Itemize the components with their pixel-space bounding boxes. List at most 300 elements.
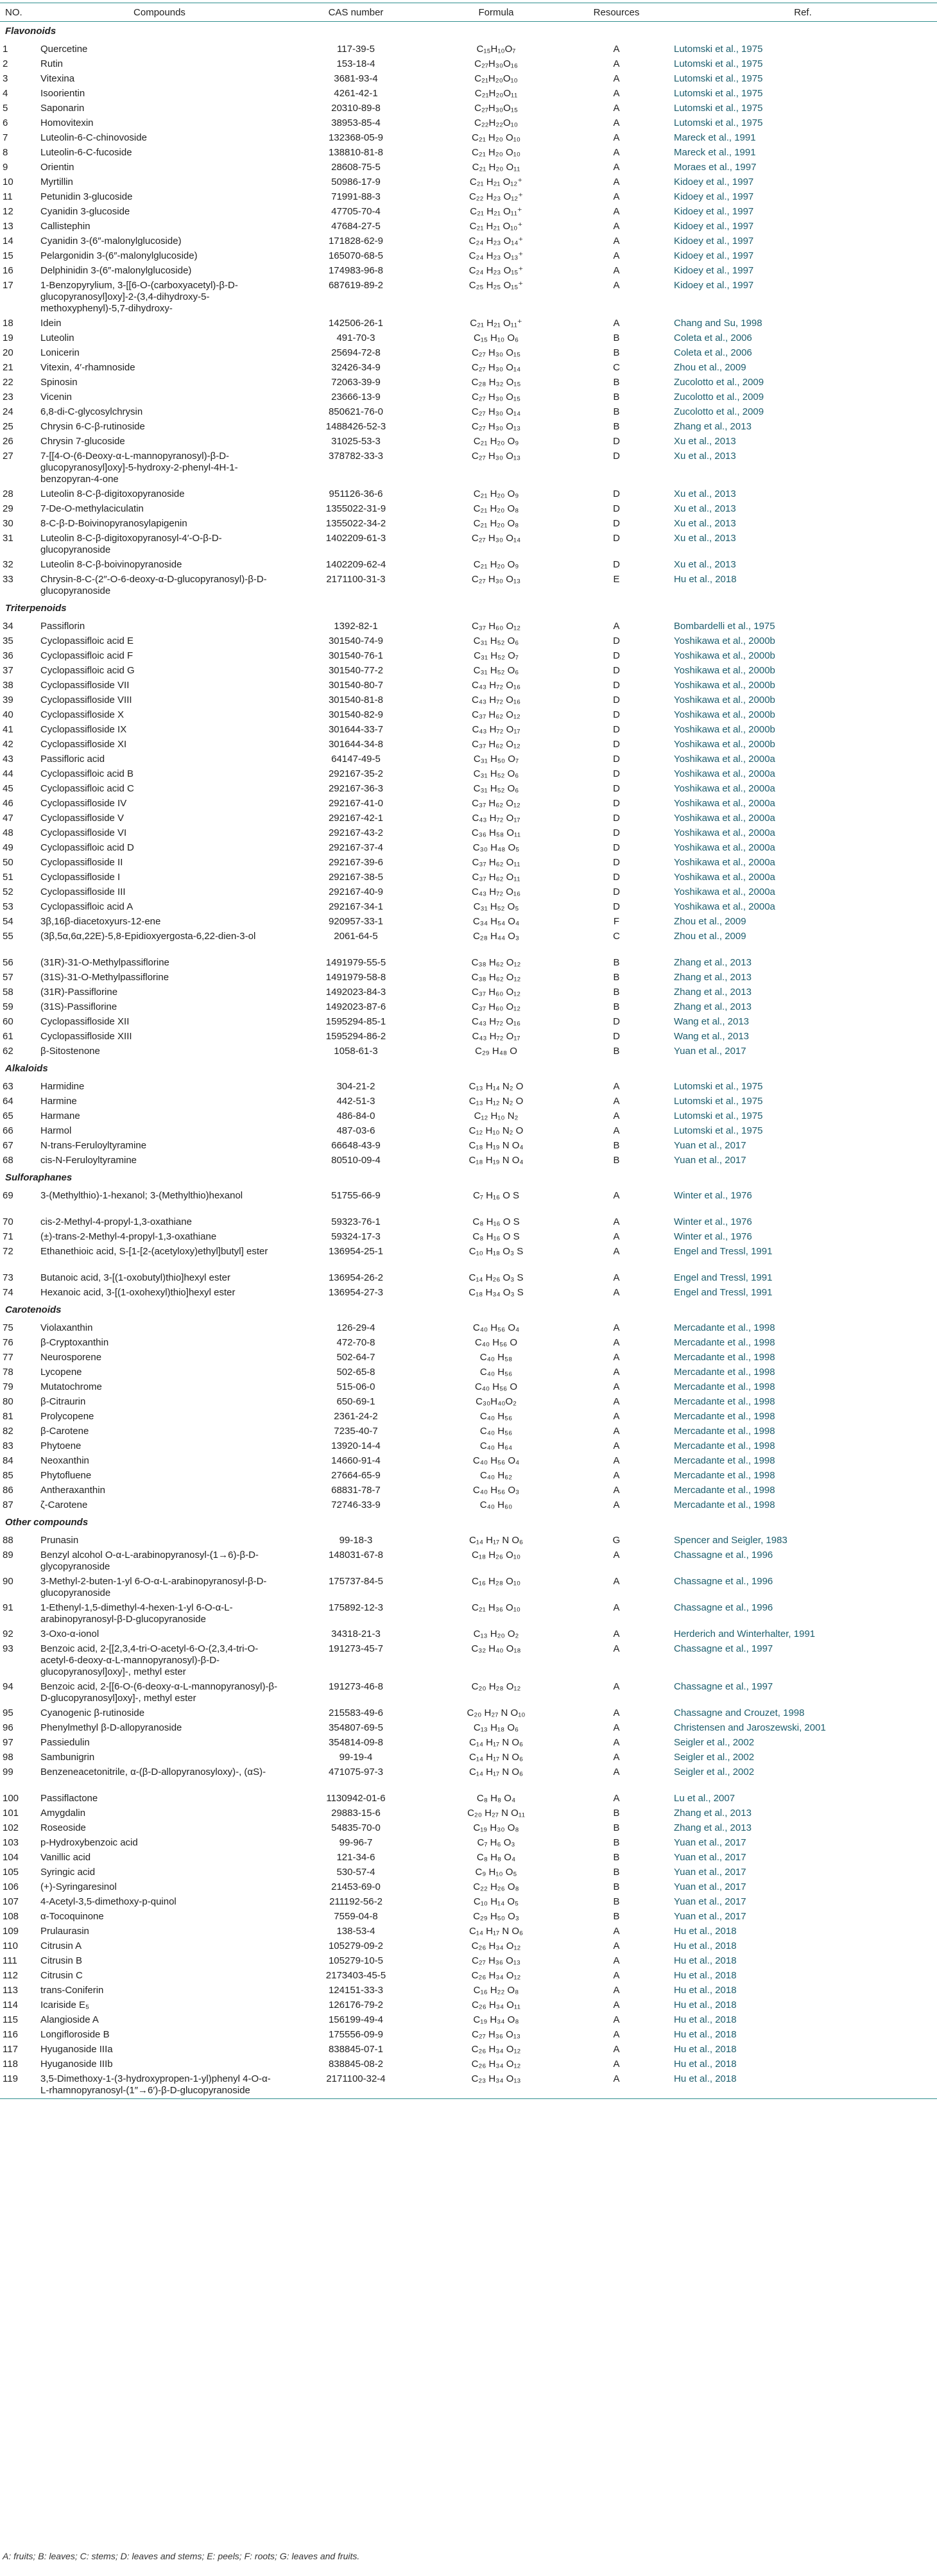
row-number: 79: [3, 1381, 13, 1392]
compound-name: Benzeneacetonitrile, α-(β-D-allopyranosyloxy)-, (αS)-: [40, 1767, 266, 1777]
row-number: 53: [3, 901, 13, 912]
formula: C₂₆ H₃₄ O₁₂: [471, 1941, 521, 1951]
formula: C₁₃ H₂₀ O₂: [473, 1629, 519, 1639]
table-row: [0, 2043, 937, 2057]
row-number: 10: [3, 177, 13, 187]
cas-number: 486-84-0: [336, 1111, 375, 1121]
formula: C₂₁ H₂₀ O₉: [473, 488, 519, 499]
reference: Zhang et al., 2013: [674, 421, 752, 432]
cas-number: 215583-49-6: [328, 1707, 384, 1718]
cas-number: 21453-69-0: [331, 1881, 381, 1892]
row-number: 12: [3, 206, 13, 217]
formula: C₂₉ H₄₈ O: [475, 1046, 517, 1057]
formula: C₄₀ H₅₆: [479, 1367, 513, 1378]
table-row: [0, 1286, 937, 1301]
resource: D: [613, 813, 620, 824]
reference: Yoshikawa et al., 2000b: [674, 665, 775, 676]
reference: Yoshikawa et al., 2000a: [674, 901, 775, 912]
row-number: 97: [3, 1737, 13, 1748]
reference: Yoshikawa et al., 2000a: [674, 827, 775, 838]
row-number: 22: [3, 377, 13, 388]
reference: Lutomski et al., 1975: [674, 117, 763, 128]
row-number: 83: [3, 1440, 13, 1451]
compound-name: Cyclopassifloside IX: [40, 724, 127, 735]
reference: Zhang et al., 2013: [674, 957, 752, 968]
table-row: [0, 1454, 937, 1469]
cas-number: 136954-27-3: [328, 1287, 384, 1298]
resource: A: [613, 1367, 620, 1378]
reference: Chassagne et al., 1996: [674, 1602, 773, 1613]
resource: A: [613, 1470, 620, 1481]
table-row: [0, 346, 937, 361]
resource: A: [613, 1970, 620, 1981]
formula: C₄₃ H₇₂ O₁₇: [472, 813, 520, 824]
resource: A: [613, 1125, 620, 1136]
formula: C₄₃ H₇₂ O₁₆: [472, 680, 520, 691]
table-row: [0, 1736, 937, 1750]
formula: C₂₄ H₂₃ O₁₃⁺: [468, 250, 524, 261]
resource: D: [613, 872, 620, 883]
table-row: [0, 811, 937, 826]
resource: D: [613, 559, 620, 570]
category-row: [0, 22, 937, 43]
formula: C₂₁ H₂₀ O₈: [473, 518, 519, 529]
cas-number: 31025-53-3: [331, 436, 381, 447]
compound-name: (+)-Syringaresinol: [40, 1881, 117, 1892]
cas-number: 136954-25-1: [328, 1246, 384, 1257]
table-row: [0, 420, 937, 435]
compound-name: Mutatochrome: [40, 1381, 102, 1392]
compound-name: Cyclopassifloside X: [40, 709, 125, 720]
compound-name: Ethanethioic acid, S-[1-[2-(acetyloxy)ethyl]butyl] ester: [40, 1246, 268, 1257]
row-number: 17: [3, 280, 13, 291]
row-number: 24: [3, 406, 13, 417]
resource: A: [613, 1602, 620, 1613]
resource: B: [613, 987, 620, 998]
formula: C₂₁ H₂₀ O₁₀: [472, 147, 520, 158]
cas-number: 301540-76-1: [328, 650, 384, 661]
formula: C₃₂ H₄₀ O₁₈: [471, 1643, 521, 1654]
table-row: [0, 634, 937, 649]
row-number: 35: [3, 635, 13, 646]
table-row: [0, 1627, 937, 1642]
cas-number: 2061-64-5: [334, 931, 378, 942]
resource: D: [613, 680, 620, 691]
resource: A: [613, 132, 620, 143]
resource: A: [613, 1396, 620, 1407]
resource: B: [613, 347, 620, 358]
formula: C₃₈ H₆₂ O₁₂: [471, 972, 521, 983]
compound-name: Isoorientin: [40, 88, 85, 99]
compound-name: 8-C-β-D-Boivinopyranosylapigenin: [40, 518, 187, 529]
cas-number: 687619-89-2: [328, 280, 384, 291]
formula: C₂₁ H₂₀ O₉: [473, 559, 519, 570]
reference: Mercadante et al., 1998: [674, 1426, 775, 1437]
table-row: [0, 1044, 937, 1059]
table-row: [0, 985, 937, 1000]
table-row: [0, 1680, 937, 1706]
row-number: 92: [3, 1629, 13, 1639]
cas-number: 174983-96-8: [328, 265, 384, 276]
formula: C₂₈ H₄₄ O₃: [472, 931, 520, 942]
compound-name: 3-Methyl-2-buten-1-yl 6-O-α-L-arabinopyranosyl-β-D-glucopyranoside: [40, 1576, 267, 1598]
reference: Winter et al., 1976: [674, 1231, 752, 1242]
header-formula: Formula: [428, 3, 564, 22]
formula: C₂₀ H₂₈ O₁₂: [471, 1681, 521, 1692]
formula: C₃₆ H₅₈ O₁₁: [471, 827, 521, 838]
resource: F: [613, 916, 620, 927]
table-row: [0, 1439, 937, 1454]
row-number: 14: [3, 236, 13, 246]
formula: C₁₅H₁₀O₇: [476, 44, 516, 55]
reference: Yoshikawa et al., 2000a: [674, 768, 775, 779]
table-row: [0, 57, 937, 72]
reference: Yoshikawa et al., 2000b: [674, 695, 775, 705]
row-number: 113: [3, 1985, 18, 1996]
compound-name: Callistephin: [40, 221, 90, 232]
cas-number: 1595294-85-1: [325, 1016, 386, 1027]
compound-name: cis-2-Methyl-4-propyl-1,3-oxathiane: [40, 1216, 192, 1227]
resource: B: [613, 1852, 620, 1863]
resource: A: [613, 2014, 620, 2025]
cas-number: 32426-34-9: [331, 362, 381, 373]
compound-name: Violaxanthin: [40, 1322, 93, 1333]
compound-name: Hyuganoside IIIb: [40, 2059, 113, 2070]
compound-name: Phenylmethyl β-D-allopyranoside: [40, 1722, 182, 1733]
reference: Wang et al., 2013: [674, 1031, 750, 1042]
compound-name: Roseoside: [40, 1822, 86, 1833]
row-number: 95: [3, 1707, 13, 1718]
reference: Chassagne et al., 1996: [674, 1576, 773, 1587]
row-number: 30: [3, 518, 13, 529]
row-number: 50: [3, 857, 13, 868]
cas-number: 148031-67-8: [328, 1550, 384, 1560]
reference: Hu et al., 2018: [674, 1970, 737, 1981]
resource: B: [613, 333, 620, 343]
reference: Yuan et al., 2017: [674, 1911, 746, 1922]
resource: D: [613, 739, 620, 750]
table-row: [0, 205, 937, 220]
header-resources: Resources: [564, 3, 669, 22]
compound-name: (31R)-Passiflorine: [40, 987, 118, 998]
reference: Chassagne and Crouzet, 1998: [674, 1707, 805, 1718]
compound-name: 7-[[4-O-(6-Deoxy-α-L-mannopyranosyl)-β-D-glucopyranosyl]oxy]-5-hydroxy-2-phenyl-4H-1-benzopyran-4-one: [40, 451, 238, 485]
reference: Yoshikawa et al., 2000a: [674, 798, 775, 809]
reference: Yoshikawa et al., 2000b: [674, 650, 775, 661]
reference: Zhang et al., 2013: [674, 972, 752, 983]
reference: Chang and Su, 1998: [674, 318, 762, 329]
resource: A: [613, 1485, 620, 1496]
row-number: 21: [3, 362, 13, 373]
resource: D: [613, 842, 620, 853]
reference: Mercadante et al., 1998: [674, 1470, 775, 1481]
table-row: [0, 2013, 937, 2028]
resource: D: [613, 857, 620, 868]
reference: Mercadante et al., 1998: [674, 1352, 775, 1363]
compound-name: (31S)-31-O-Methylpassiflorine: [40, 972, 169, 983]
compound-name: Passiedulin: [40, 1737, 90, 1748]
compound-name: Phytoene: [40, 1440, 82, 1451]
cas-number: 301540-82-9: [328, 709, 384, 720]
row-number: 62: [3, 1046, 13, 1057]
reference: Xu et al., 2013: [674, 559, 736, 570]
table-row: [0, 435, 937, 449]
table-row: [0, 1750, 937, 1765]
resource: A: [613, 1352, 620, 1363]
formula: C₄₃ H₇₂ O₁₇: [472, 724, 520, 735]
table-row: [0, 797, 937, 811]
compound-name: 1-Benzopyrylium, 3-[[6-O-(carboxyacetyl)-β-D-glucopyranosyl]oxy]-2-(3,4-dihydroxy-5-methoxyphenyl)-5,7-dihydroxy-: [40, 280, 238, 314]
row-number: 2: [3, 58, 8, 69]
row-number: 99: [3, 1767, 13, 1777]
table-row: [0, 573, 937, 599]
cas-number: 1402209-62-4: [325, 559, 386, 570]
header-ref: Ref.: [669, 3, 937, 22]
formula: C₁₂ H₁₀ N₂ O: [468, 1125, 524, 1136]
resource: B: [613, 1822, 620, 1833]
table-row: [0, 1109, 937, 1124]
cas-number: 292167-43-2: [328, 827, 384, 838]
formula: C₂₂ H₂₃ O₁₂⁺: [468, 191, 524, 202]
row-number: 68: [3, 1155, 13, 1166]
resource: A: [613, 206, 620, 217]
formula: C₁₈ H₁₉ N O₄: [468, 1140, 524, 1151]
cas-number: 34318-21-3: [331, 1629, 381, 1639]
compound-name: Passiflactone: [40, 1793, 98, 1804]
reference: Winter et al., 1976: [674, 1190, 752, 1201]
cas-number: 301540-81-8: [328, 695, 384, 705]
cas-number: 301540-74-9: [328, 635, 384, 646]
table-row: [0, 1189, 937, 1215]
compound-name: Syringic acid: [40, 1867, 96, 1878]
formula: C₁₃ H₁₈ O₆: [473, 1722, 519, 1733]
formula: C₃₈ H₆₂ O₁₂: [471, 957, 521, 968]
cas-number: 515-06-0: [336, 1381, 375, 1392]
cas-number: 442-51-3: [336, 1096, 375, 1107]
resource: B: [613, 1881, 620, 1892]
resource: A: [613, 318, 620, 329]
compound-name: Homovitexin: [40, 117, 94, 128]
resource: A: [613, 236, 620, 246]
compound-name: Cyanogenic β-rutinoside: [40, 1707, 145, 1718]
resource: D: [613, 901, 620, 912]
formula: C₂₁ H₃₆ O₁₀: [472, 1602, 520, 1613]
reference: Moraes et al., 1997: [674, 162, 757, 173]
formula: C₄₃ H₇₂ O₁₇: [472, 1031, 520, 1042]
formula: C₁₄ H₁₇ N O₆: [468, 1535, 524, 1546]
resource: D: [613, 724, 620, 735]
category-row: [0, 1301, 937, 1321]
resource: C: [613, 931, 620, 942]
formula: C₁₃ H₁₄ N₂ O: [468, 1081, 524, 1092]
row-number: 19: [3, 333, 13, 343]
formula: C₄₀ H₅₆ O: [474, 1381, 518, 1392]
cas-number: 13920-14-4: [331, 1440, 381, 1451]
compound-name: Luteolin 8-C-β-boivinopyranoside: [40, 559, 182, 570]
table-row: [0, 723, 937, 738]
resource: B: [613, 392, 620, 402]
cas-number: 1595294-86-2: [325, 1031, 386, 1042]
row-number: 72: [3, 1246, 13, 1257]
table-row: [0, 826, 937, 841]
formula: C₁₆ H₂₈ O₁₀: [471, 1576, 521, 1587]
formula: C₂₁H₂₀O₁₀: [474, 73, 518, 84]
row-number: 108: [3, 1911, 19, 1922]
row-number: 100: [3, 1793, 19, 1804]
compound-name: Citrusin C: [40, 1970, 83, 1981]
compound-name: Prunasin: [40, 1535, 79, 1546]
compound-name: (31R)-31-O-Methylpassiflorine: [40, 957, 169, 968]
formula: C₂₁ H₂₁ O₁₂⁺: [469, 177, 523, 187]
resource: A: [613, 1440, 620, 1451]
compound-name: Lycopene: [40, 1367, 82, 1378]
table-row: [0, 264, 937, 279]
cas-number: 1491979-58-8: [325, 972, 386, 983]
row-number: 87: [3, 1500, 13, 1510]
resource: A: [613, 1246, 620, 1257]
compound-name: Cyclopassifloside VIII: [40, 695, 132, 705]
resource: A: [613, 1081, 620, 1092]
row-number: 82: [3, 1426, 13, 1437]
cas-number: 121-34-6: [336, 1852, 375, 1863]
reference: Bombardelli et al., 1975: [674, 621, 775, 632]
category-title: Triterpenoids: [5, 603, 67, 614]
cas-number: 292167-36-3: [328, 783, 384, 794]
compound-name: Hexanoic acid, 3-[(1-oxohexyl)thio]hexyl ester: [40, 1287, 236, 1298]
formula: C₁₄ H₂₆ O₃ S: [468, 1272, 524, 1283]
cas-number: 301644-34-8: [328, 739, 384, 750]
table-row: [0, 361, 937, 376]
formula: C₄₀ H₆₄: [479, 1440, 513, 1451]
reference: Zhou et al., 2009: [674, 931, 746, 942]
resource: B: [613, 1808, 620, 1819]
formula: C₄₀ H₅₈: [479, 1352, 513, 1363]
cas-number: 72063-39-9: [331, 377, 381, 388]
reference: Seigler et al., 2002: [674, 1767, 755, 1777]
resource: B: [613, 1896, 620, 1907]
compound-name: Alangioside A: [40, 2014, 99, 2025]
formula: C₂₄ H₂₃ O₁₄⁺: [468, 236, 524, 246]
row-number: 41: [3, 724, 13, 735]
table-row: [0, 1836, 937, 1851]
cas-number: 20310-89-8: [331, 103, 381, 114]
cas-number: 54835-70-0: [331, 1822, 381, 1833]
resource: D: [613, 798, 620, 809]
cas-number: 530-57-4: [336, 1867, 375, 1878]
resource: A: [613, 88, 620, 99]
formula: C₁₄ H₁₇ N O₆: [468, 1926, 524, 1937]
reference: Kidoey et al., 1997: [674, 221, 754, 232]
table-row: [0, 1642, 937, 1680]
table-row: [0, 1821, 937, 1836]
cas-number: 38953-85-4: [331, 117, 381, 128]
cas-number: 99-96-7: [339, 1837, 373, 1848]
reference: Mercadante et al., 1998: [674, 1396, 775, 1407]
compound-name: Cyclopassifloside XI: [40, 739, 127, 750]
compound-name: Amygdalin: [40, 1808, 86, 1819]
row-number: 15: [3, 250, 13, 261]
resource: A: [613, 1216, 620, 1227]
cas-number: 175737-84-5: [328, 1576, 384, 1587]
table-row: [0, 1483, 937, 1498]
resource: D: [613, 503, 620, 514]
cas-number: 71991-88-3: [331, 191, 381, 202]
formula: C₂₄ H₂₃ O₁₅⁺: [468, 265, 524, 276]
formula: C₁₉ H₃₄ O₈: [473, 2014, 519, 2025]
compound-name: 3β,16β-diacetoxyurs-12-ene: [40, 916, 161, 927]
table-row: [0, 856, 937, 870]
cas-number: 292167-35-2: [328, 768, 384, 779]
cas-number: 3681-93-4: [334, 73, 378, 84]
formula: C₃₀H₄₀O₂: [476, 1396, 517, 1407]
cas-number: 1355022-31-9: [325, 503, 386, 514]
formula: C₂₆ H₃₄ O₁₂: [471, 2044, 521, 2055]
category-title: Carotenoids: [5, 1304, 62, 1315]
cas-number: 105279-10-5: [328, 1955, 384, 1966]
resource: D: [613, 1016, 620, 1027]
row-number: 98: [3, 1752, 13, 1763]
formula: C₃₄ H₅₄ O₄: [472, 916, 520, 927]
cas-number: 28608-75-5: [331, 162, 381, 173]
cas-number: 99-19-4: [339, 1752, 373, 1763]
category-title: Alkaloids: [5, 1063, 48, 1074]
resource: D: [613, 754, 620, 765]
reference: Kidoey et al., 1997: [674, 191, 754, 202]
row-number: 55: [3, 931, 13, 942]
resource: D: [613, 709, 620, 720]
formula: C₂₇ H₃₀ O₁₃: [471, 574, 521, 585]
compound-name: Delphinidin 3-(6″-malonylglucoside): [40, 265, 192, 276]
cas-number: 301540-80-7: [328, 680, 384, 691]
reference: Zhang et al., 2013: [674, 1808, 752, 1819]
table-row: [0, 146, 937, 160]
cas-number: 292167-38-5: [328, 872, 384, 883]
resource: B: [613, 1155, 620, 1166]
formula: C₁₆ H₂₂ O₈: [473, 1985, 519, 1996]
table-row: [0, 1792, 937, 1806]
row-number: 107: [3, 1896, 19, 1907]
reference: Hu et al., 2018: [669, 2072, 937, 2099]
resource: A: [613, 1985, 620, 1996]
row-number: 74: [3, 1287, 13, 1298]
row-number: 34: [3, 621, 13, 632]
formula: C₂₆ H₃₄ O₁₂: [471, 2059, 521, 2070]
table-row: [0, 190, 937, 205]
cas-number: 1130942-01-6: [326, 1793, 386, 1804]
compound-name: Phytofluene: [40, 1470, 92, 1481]
table-row: [0, 841, 937, 856]
cas-number: 354814-09-8: [328, 1737, 384, 1748]
compound-name: Prolycopene: [40, 1411, 94, 1422]
compound-name: Antheraxanthin: [40, 1485, 105, 1496]
reference: Yuan et al., 2017: [674, 1140, 746, 1151]
compound-name: Chrysin 6-C-β-rutinoside: [40, 421, 145, 432]
formula: C₂₇ H₃₀ O₁₄: [471, 406, 521, 417]
cas-number: 211192-56-2: [329, 1896, 383, 1907]
compound-name: Neoxanthin: [40, 1455, 89, 1466]
resource: A: [564, 2072, 669, 2099]
table-row: [0, 131, 937, 146]
row-number: 69: [3, 1190, 13, 1201]
table-row: [0, 1601, 937, 1627]
row-number: 36: [3, 650, 13, 661]
compound-name: Harmol: [40, 1125, 72, 1136]
formula: C₇ H₁₆ O S: [472, 1190, 520, 1201]
row-number: 37: [3, 665, 13, 676]
cas-number: 142506-26-1: [328, 318, 384, 329]
cas-number: 292167-42-1: [328, 813, 384, 824]
row-number: 110: [3, 1941, 18, 1951]
